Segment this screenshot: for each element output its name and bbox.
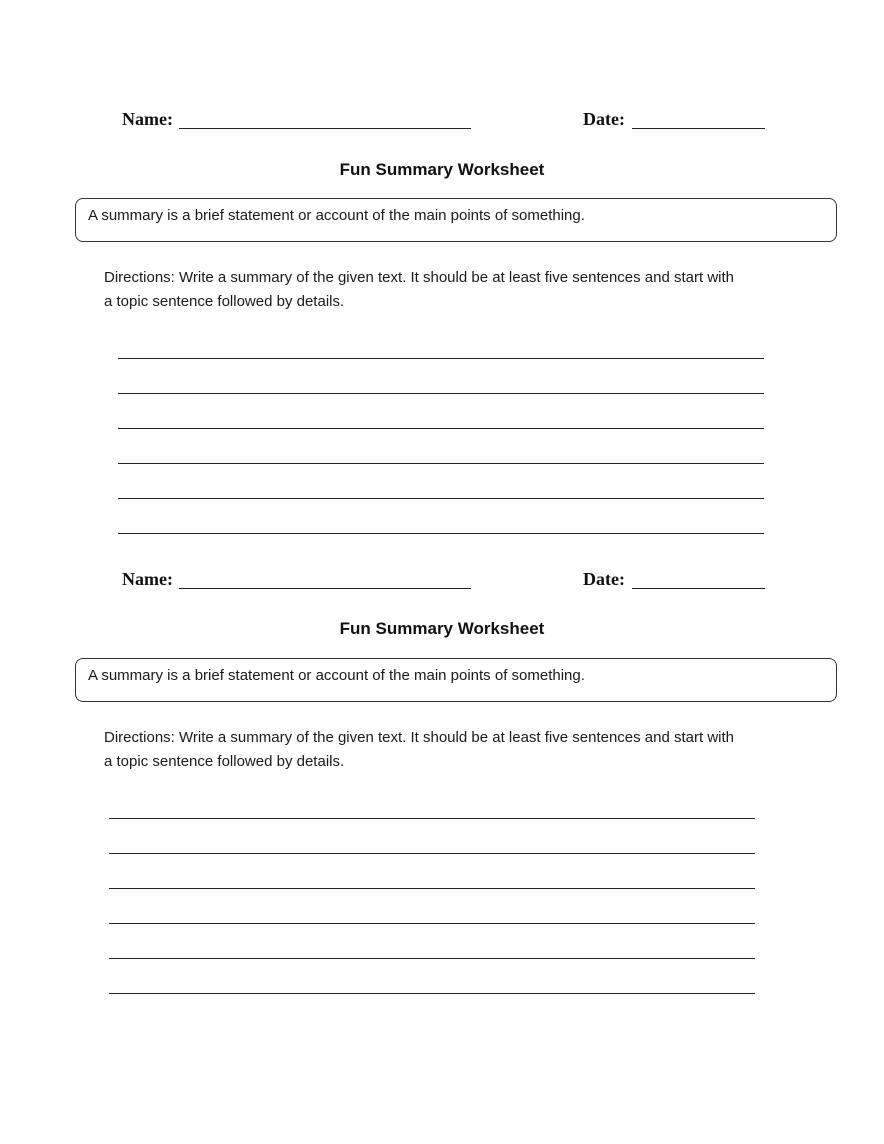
answer-line[interactable] (109, 923, 755, 924)
answer-line[interactable] (118, 463, 764, 464)
worksheet-title: Fun Summary Worksheet (339, 160, 545, 179)
name-blank[interactable] (179, 128, 471, 129)
answer-line[interactable] (118, 358, 764, 359)
answer-line[interactable] (109, 958, 755, 959)
answer-line[interactable] (109, 888, 755, 889)
directions-line-2: a topic sentence followed by details. (104, 293, 345, 310)
answer-line[interactable] (109, 853, 755, 854)
answer-line[interactable] (118, 533, 764, 534)
worksheet-title: Fun Summary Worksheet (339, 619, 545, 638)
directions (104, 266, 734, 314)
date-blank[interactable] (632, 128, 765, 129)
date-blank[interactable] (632, 588, 765, 589)
definition-text: A summary is a brief statement or account of the main points of something. (88, 207, 585, 224)
answer-line[interactable] (118, 428, 764, 429)
directions-line-2: a topic sentence followed by details. (104, 753, 345, 770)
directions-line-1: Directions: Write a summary of the given text. It should be at least five sentences and start with (104, 269, 735, 286)
definition-text: A summary is a brief statement or account of the main points of something. (88, 667, 585, 684)
name-label: Name: (122, 569, 173, 589)
date-label: Date: (583, 569, 625, 589)
directions-line-1: Directions: Write a summary of the given text. It should be at least five sentences and start with (104, 729, 735, 746)
directions (104, 726, 734, 774)
name-blank[interactable] (179, 588, 471, 589)
name-label: Name: (122, 109, 173, 129)
answer-line[interactable] (109, 818, 755, 819)
answer-line[interactable] (118, 393, 764, 394)
date-label: Date: (583, 109, 625, 129)
answer-line[interactable] (109, 993, 755, 994)
answer-line[interactable] (118, 498, 764, 499)
